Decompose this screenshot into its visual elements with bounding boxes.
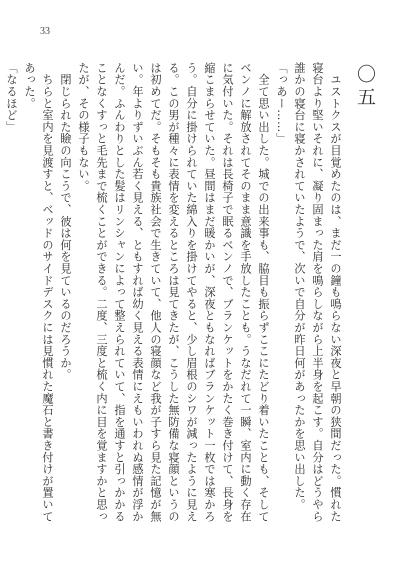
paragraph: ユストクスが目覚めたのは、まだ一の鐘も鳴らない深夜と早朝の狭間だった。慣れた寝台より堅いそれに、凝り固まった肩を鳴らしながら上半身を起こす。自分はどうやら誰かの寝台に寝かされていたようで、次いで自分が昨日何があったかを思い出した。 [293, 62, 342, 523]
paragraph: ちらと室内を見渡すと、ベッドのサイドデスクには見慣れた魔石と書き付けが置いてあった。 [23, 62, 54, 523]
chapter-heading: 〇五 [354, 64, 376, 110]
page-number: 33 [40, 26, 50, 37]
vertical-text-block [5, 62, 376, 532]
paragraph: 「っあー……」 [275, 62, 288, 145]
paragraph: 「なるほど」 [5, 62, 18, 133]
paragraph: 全て思い出した。城での出来事も、脇目も振らずここにたどり着いたことも、そしてベンノに解放されてそのまま意識を手放したことも。うなだれて一瞬、室内に動く存在に気付いた。それは長椅子で眠るベンノで、ブランケットをかたく巻き付けて、長身を縮こまらせていた。昼間はまだ暖かいが、深夜ともなればブランケット一枚では寒かろう。自分に掛けられていた綿入りを掛けてやると、少し眉根のシワが減ったように見える。この男が種々に表情を変えるところは見てきたが、こうした無防備な寝顔というのは初めてだ。そもそも貴族社会で生きていて、他人の寝顔など我が子すら見た記憶が無い。年よりずいぶん若く見える、ともすれば幼く見える表情にえもいわれぬ感情が浮かんだ。ふんわりとした髪はリンシャンによって整えられていて、指を通すと引っかかることなくすっと毛先まで梳くことができる。二度、三度と梳く内に目を覚ますかと思ったが、その様子もない。 [77, 62, 270, 523]
paragraph: 閉じられた瞼の向こうで、彼は何を見ているのだろうか。 [59, 62, 72, 381]
